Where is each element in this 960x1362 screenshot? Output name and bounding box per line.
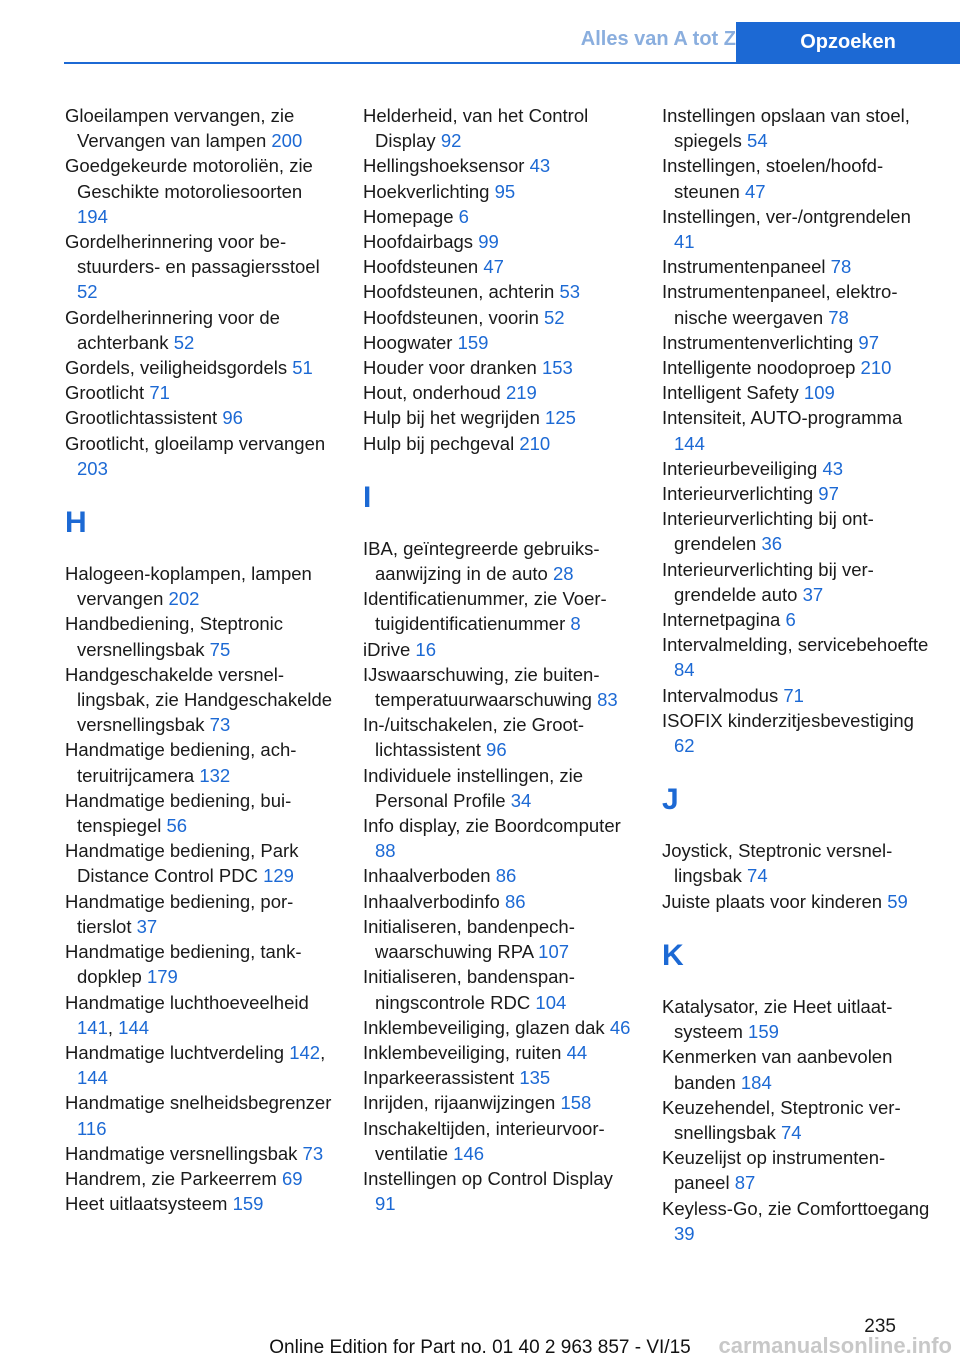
index-entry-text: Katalysator, zie Heet uitlaatsysteem [662,995,893,1043]
index-entry-text: Grootlicht, gloeilamp vervangen [65,432,326,454]
index-entry [65,380,337,405]
page-reference-link[interactable]: 47 [744,180,766,202]
page-reference-link[interactable]: 95 [494,180,516,202]
index-entry [662,1095,934,1145]
index-entry-text: Handmatige bediening, Park Distance Control PDC [65,840,299,887]
index-entry-text: Instrumentenpaneel [662,256,826,278]
index-entry-text: Handmatige versnellingsbak [65,1142,298,1164]
index-entry [65,838,337,888]
index-entry-text: Hulp bij het wegrijden [363,407,540,429]
section-title: Alles van A tot Z [580,28,736,50]
page-reference-link[interactable]: 210 [860,357,892,379]
index-entry-text: Gloeilampen vervangen, zie Vervangen van lampen [65,105,295,152]
index-entry [363,863,635,888]
page-reference-link[interactable]: 86 [495,865,517,887]
index-entry [363,1015,635,1040]
index-entry [363,229,635,254]
index-entry [662,405,934,455]
index-entry-text: Interieurverlichting bij ontgrendelen [662,508,874,555]
page-reference-link[interactable]: 34 [510,789,532,811]
page-reference-link[interactable]: 159 [457,331,489,353]
index-entry [662,557,934,607]
index-entry-text: Handbediening, Steptronic versnellingsbak [65,613,284,660]
index-entry [65,737,337,787]
index-entry [363,254,635,279]
index-entry-text: Intervalmelding, servicebehoefte [662,634,929,656]
page-header [64,0,960,64]
index-entry-text: Instrumentenverlichting [662,331,854,353]
index-entry [363,1166,635,1216]
page-reference-link[interactable]: 84 [674,659,695,681]
page-reference-link[interactable]: 159 [232,1193,264,1215]
page-reference-link[interactable]: 87 [734,1172,756,1194]
page-reference-link[interactable]: 39 [674,1222,695,1244]
index-entry [65,1141,337,1166]
index-entry-text: Intervalmodus [662,684,779,706]
index-entry [363,380,635,405]
page-reference-link[interactable]: 56 [166,815,188,837]
page-reference-link[interactable]: 46 [609,1016,631,1038]
index-entry [363,813,635,863]
index-entry [363,964,635,1014]
index-entry-text: Hoogwater [363,331,453,353]
page-reference-link[interactable]: 6 [458,205,469,227]
page-reference-link[interactable]: 83 [597,689,618,711]
page-reference-link[interactable]: 153 [541,357,573,379]
index-entry [662,1044,934,1094]
page-reference-link[interactable]: 88 [375,840,396,862]
index-entry-text: Gordelherinnering voor de achterbank [65,306,280,353]
index-letter-heading: K [662,938,684,972]
index-entry-text: iDrive [363,638,411,660]
index-entry [363,330,635,355]
index-entry [363,1090,635,1115]
page-reference-link[interactable]: 36 [761,533,783,555]
page-reference-link[interactable]: 59 [887,890,908,912]
index-entry-text: Hout, onderhoud [363,382,501,404]
index-entry-text: Hoofdairbags [363,231,474,253]
index-entry-text: Intelligent Safety [662,382,799,404]
index-entry [363,1116,635,1166]
index-entry [662,355,934,380]
index-entry-text: Gordels, veiligheidsgordels [65,357,288,379]
index-entry-text: Instrumentenpaneel, elektronische weergaven [662,281,898,328]
index-entry-text: Handmatige bediening, portierslot [65,890,294,937]
page-reference-link[interactable]: 41 [674,231,695,253]
index-entry-text: Interieurverlichting bij vergrendelde auto [662,558,874,605]
index-entry-text: Inhaalverboden [363,865,491,887]
index-entry [662,632,934,682]
page-reference-link[interactable]: 210 [519,432,551,454]
index-letter-heading: H [65,506,87,540]
page-reference-link[interactable]: 51 [292,357,313,379]
page-reference-link[interactable]: 194 [77,205,108,227]
page-reference-link[interactable]: 179 [146,966,178,988]
index-entry [65,1090,337,1140]
page-reference-link[interactable]: 132 [199,764,231,786]
index-entry-text: Joystick, Steptronic versnellingsbak [662,840,893,887]
page-reference-link[interactable]: 62 [674,735,695,757]
index-entry-text: Keuzehendel, Steptronic versnellingsbak [662,1096,901,1143]
page-reference-link[interactable]: 142 [289,1041,321,1063]
index-entry [363,103,635,153]
index-entry-text: Hoofdsteunen, achterin [363,281,555,303]
index-entry-text: Identificatienummer, zie Voertuigidentificatienummer [363,588,607,635]
index-entry [65,103,337,153]
index-entry [65,305,337,355]
index-entry-text: Juiste plaats voor kinderen [662,890,883,912]
page-reference-link[interactable]: 135 [519,1067,551,1089]
page-reference-link[interactable]: 159 [748,1021,779,1043]
index-entry-text: Inschakeltijden, interieurvoorventilatie [363,1117,605,1164]
index-entry [363,637,635,662]
page-reference-link[interactable]: 52 [77,281,98,303]
index-entry-text: Interieurbeveiliging [662,457,818,479]
index-entry-text: ISOFIX kinderzitjesbevestiging [662,709,914,731]
index-entry [662,481,934,506]
index-entry-text: Grootlichtassistent [65,407,218,429]
index-entry [662,103,934,153]
index-entry-text: Handmatige luchthoeveelheid [65,991,309,1013]
index-entry-text: Hoofdsteunen, voorin [363,306,539,328]
index-entry [662,838,934,888]
watermark: carmanualsonline.info [718,1333,952,1358]
page-reference-link[interactable]: 37 [136,915,158,937]
page-reference-link[interactable]: 37 [802,583,824,605]
index-entry-text: Inrijden, rijaanwijzingen [363,1092,556,1114]
page-reference-link[interactable]: 144 [118,1016,150,1038]
index-entry [65,561,337,611]
index-entry [662,254,934,279]
index-entry-text: Inparkeerassistent [363,1067,515,1089]
index-entry-text: Inklembeveiliging, glazen dak [363,1016,605,1038]
index-entry [65,153,337,229]
page-reference-link[interactable]: 99 [478,231,499,253]
index-entry [662,279,934,329]
page-reference-link[interactable]: 78 [828,306,849,328]
index-entry [65,1166,337,1191]
page-reference-link[interactable]: 52 [173,331,195,353]
index-entry-text: Handmatige bediening, achteruitrijcamera [65,739,297,786]
index-letter-heading: I [363,480,372,514]
page-reference-link[interactable]: 107 [538,941,570,963]
index-entry-text: Intensiteit, AUTO-programma [662,407,903,429]
page-reference-link[interactable]: 71 [149,382,170,404]
index-entry: Handmatige luchthoeveelheid 141, 144 [65,991,309,1038]
index-entry [65,611,337,661]
index-entry-text: Goedgekeurde motoroliën, zie Geschikte motoroliesoorten [65,155,313,202]
index-entry [662,456,934,481]
index-entry [363,536,635,586]
index-letter-heading: J [662,783,679,817]
index-entry [65,662,337,738]
page-reference-link[interactable]: 43 [529,155,551,177]
index-column-1 [65,103,337,1216]
index-entry [662,380,934,405]
page-reference-link[interactable]: 129 [263,865,294,887]
index-column-3 [662,103,934,1246]
page-reference-link[interactable]: 144 [77,1067,108,1089]
index-entry-text: Interieurverlichting [662,483,814,505]
index-entry-text: Grootlicht [65,382,145,404]
page-reference-link[interactable]: 73 [302,1142,324,1164]
index-column-2 [363,103,635,1216]
index-entry-text: Handmatige bediening, tankdopklep [65,941,302,988]
index-entry-text: Handmatige bediening, buitenspiegel [65,789,292,837]
index-entry: Handmatige luchtverdeling 142, 144 [65,1041,326,1089]
page-reference-link[interactable]: 125 [545,407,576,429]
index-entry-text: Individuele instellingen, zie Personal Profile [363,764,584,811]
index-entry-text: Hulp bij pechgeval [363,432,515,454]
page-reference-link[interactable]: 74 [747,865,768,887]
index-entry-text: Hellingshoeksensor [363,155,525,177]
page-reference-link[interactable]: 92 [440,130,462,152]
page-reference-link[interactable]: 47 [483,256,504,278]
page-reference-link[interactable]: 96 [222,407,243,429]
page-reference-link[interactable]: 71 [783,684,804,706]
index-entry-text: Intelligente noodoproep [662,357,856,379]
index-entry [363,763,635,813]
page-reference-link[interactable]: 54 [747,130,768,152]
page-reference-link[interactable]: 69 [281,1167,303,1189]
index-entry-text: Heet uitlaatsysteem [65,1193,228,1215]
index-entry [363,1065,635,1090]
index-entry [363,662,635,712]
index-entry [363,355,635,380]
index-entry-text: Handgeschakelde versnellingsbak, zie Handgeschakelde versnellingsbak [65,663,333,736]
page-reference-link[interactable]: 52 [544,306,565,328]
index-entry [662,1145,934,1195]
index-entry-text: IJswaarschuwing, zie buitentemperatuurwaarschuwing [363,663,600,711]
index-entry [662,708,934,758]
index-entry-text: Kenmerken van aanbevolen banden [662,1046,893,1093]
page-reference-link[interactable]: 202 [168,588,200,610]
index-entry-text: Handmatige luchtverdeling [65,1041,285,1063]
index-entry [363,204,635,229]
index-entry [662,607,934,632]
index-entry [363,712,635,762]
page-reference-link[interactable]: 144 [674,432,705,454]
index-entry-text: Hoekverlichting [363,180,490,202]
page-reference-link[interactable]: 16 [415,638,436,660]
page-reference-link[interactable]: 8 [570,613,581,635]
page-reference-link[interactable]: 184 [740,1071,772,1093]
page-reference-link[interactable]: 86 [504,890,526,912]
index-entry [363,889,635,914]
index-entry-text: Handmatige snelheidsbegrenzer [65,1092,332,1114]
index-entry [363,405,635,430]
page-reference-link[interactable]: 146 [453,1142,485,1164]
index-entry-text: Instellingen, stoelen/hoofdsteunen [662,155,884,202]
page-reference-link[interactable]: 43 [822,457,844,479]
index-entry [363,431,635,456]
index-entry [662,153,934,203]
index-entry [662,889,934,914]
page-reference-link[interactable]: 141 [77,1016,108,1038]
index-entry-text: IBA, geïntegreerde gebruiksaanwijzing in de auto [363,537,600,585]
page-reference-link[interactable]: 97 [818,483,839,505]
index-entry [65,431,337,481]
index-entry [363,279,635,304]
index-entry-text: Keyless-Go, zie Comforttoegang [662,1197,930,1219]
index-entry-text: Info display, zie Boordcomputer [363,815,621,837]
index-entry [363,586,635,636]
index-entry-text: Hoofdsteunen [363,256,479,278]
page-reference-link[interactable]: 73 [209,714,231,736]
index-entry [363,914,635,964]
index-entry [363,305,635,330]
index-entry [662,204,934,254]
index-entry [662,1196,934,1246]
page-reference-link[interactable]: 78 [830,256,852,278]
index-entry [65,1191,337,1216]
index-entry-text: Inklembeveiliging, ruiten [363,1041,562,1063]
index-entry-text: Initialiseren, bandenpechwaarschuwing RPA [363,915,575,963]
page-reference-link[interactable]: 53 [559,281,581,303]
index-entry-text: In-/uitschakelen, zie Grootlichtassistent [363,714,585,761]
page-reference-link[interactable]: 74 [780,1121,802,1143]
index-entry-text: Instellingen opslaan van stoel, spiegels [662,105,910,152]
edition-line: Online Edition for Part no. 01 40 2 963 857 - VI/15 [269,1337,691,1358]
page-reference-link[interactable]: 116 [77,1117,107,1139]
page-reference-link[interactable]: 6 [785,609,796,631]
page-reference-link[interactable]: 104 [535,991,567,1013]
index-entry [65,788,337,838]
page-reference-link[interactable]: 91 [375,1193,396,1215]
page-reference-link[interactable]: 109 [803,382,835,404]
index-entry-text: Helderheid, van het Control Display [363,105,589,152]
page-reference-link[interactable]: 219 [505,382,537,404]
index-entry-text: Handrem, zie Parkeerrem [65,1167,277,1189]
page-reference-link[interactable]: 44 [566,1041,588,1063]
index-entry [363,153,635,178]
page-number: 235 [864,1316,896,1337]
index-entry [65,889,337,939]
index-entry [363,1040,635,1065]
index-entry [363,179,635,204]
index-entry-text: Initialiseren, bandenspanningscontrole RDC [363,966,575,1013]
page-reference-link[interactable]: 75 [209,638,231,660]
index-entry [65,405,337,430]
tab-opzoeken[interactable]: Opzoeken [736,22,960,62]
index-entry-text: Halogeen-koplampen, lampen vervangen [65,563,312,610]
page-reference-link[interactable]: 203 [77,457,108,479]
index-entry [65,355,337,380]
index-entry-text: Keuzelijst op instrumentenpaneel [662,1147,886,1194]
page-reference-link[interactable]: 97 [858,331,879,353]
index-entry [65,939,337,989]
index-entry [662,994,934,1044]
page-reference-link[interactable]: 158 [560,1092,592,1114]
index-entry [662,683,934,708]
page-reference-link[interactable]: 96 [486,739,507,761]
index-entry [662,506,934,556]
index-entry-text: Inhaalverbodinfo [363,890,500,912]
index-entry-text: Instellingen op Control Display [363,1167,613,1189]
page-reference-link[interactable]: 200 [271,130,303,152]
index-entry-text: Internetpagina [662,609,781,631]
index-entry [65,229,337,305]
index-entry [662,330,934,355]
page-reference-link[interactable]: 28 [552,563,574,585]
index-entry-text: Instellingen, ver-/ontgrendelen [662,205,911,227]
index-entry-text: Houder voor dranken [363,357,537,379]
index-entry-text: Gordelherinnering voor bestuurders- en passagiersstoel [65,231,320,278]
index-entry-text: Homepage [363,205,454,227]
